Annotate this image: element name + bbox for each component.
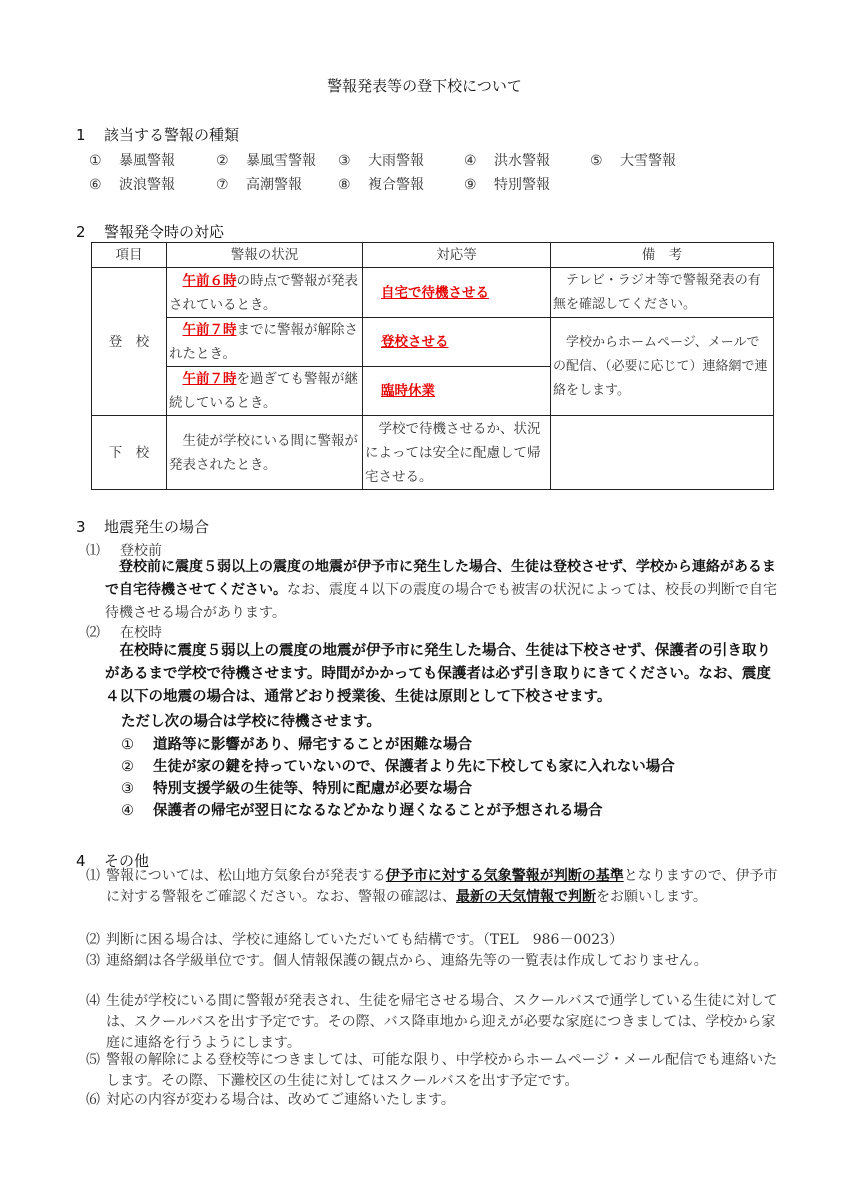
table-header-row (92, 243, 774, 268)
item-mark: ⑶ (86, 953, 100, 969)
section-3-heading (76, 516, 209, 537)
emphasis-text: 登校前に震度５弱以上の震度の地震が伊予市に発生した場合、生徒は登校させず、学校から連絡があるまで自宅待機させてください。 (105, 559, 776, 598)
section-title: 該当する警報の種類 (104, 126, 240, 144)
response-table (91, 242, 774, 490)
other-item (86, 930, 778, 951)
response-emphasis: 臨時休業 (381, 383, 435, 399)
warning-type-item: ⑥ 波浪警報 (89, 177, 175, 193)
list-item: ② 生徒が家の鍵を持っていないので、保護者より先に下校しても家に入れない場合 (121, 759, 675, 775)
response-emphasis: 登校させる (381, 334, 449, 350)
table-row (92, 416, 774, 490)
other-item (86, 1050, 778, 1092)
time-emphasis: 午前７時 (182, 322, 237, 338)
column-header: 備 考 (551, 243, 774, 268)
item-mark: ⑸ (86, 1052, 100, 1068)
underlined-emphasis: 最新の天気情報で判断 (456, 889, 596, 905)
response-cell: 学校で待機させるか、状況によっては安全に配慮して帰宅させる。 (363, 416, 551, 490)
underlined-emphasis: 伊予市に対する気象警報が判断の基準 (385, 868, 624, 884)
warning-type-item: ② 暴風雪警報 (216, 153, 316, 169)
subsection-mark: ⑴ (86, 543, 100, 559)
subsection-title: 在校時 (120, 625, 162, 641)
item-text: 連絡網は各学級単位です。個人情報保護の観点から、連絡先等の一覧表は作成しておりません。 (106, 953, 708, 969)
situation-cell (167, 367, 363, 416)
situation-text: を過ぎても警報が継続しているとき。 (169, 371, 358, 411)
column-header: 対応等 (363, 243, 551, 268)
exception-lead: ただし次の場合は学校に待機させます。 (121, 714, 381, 730)
other-item (86, 1090, 778, 1111)
warning-type-item: ⑦ 高潮警報 (216, 177, 302, 193)
page-title: 警報発表等の登下校について (327, 77, 522, 95)
situation-text: までに警報が解除されたとき。 (169, 322, 358, 362)
response-cell (363, 367, 551, 416)
item-text: 警報の解除による登校等につきましては、可能な限り、中学校からホームページ・メール配信でも連絡いたします。その際、下灘校区の生徒に対してはスクールバスを出す予定です。 (106, 1052, 778, 1089)
exception-list (121, 734, 675, 822)
item-text: 生徒が学校にいる間に警報が発表され、生徒を帰宅させる場合、スクールバスで通学している生徒に対しては、スクールバスを出す予定です。その際、バス降車地から迎えが必要な家庭につきましては、学校から家庭に連絡を行うようにします。 (106, 993, 778, 1051)
response-cell (363, 318, 551, 367)
situation-cell: 生徒が学校にいる間に警報が発表されたとき。 (167, 416, 363, 490)
other-item (86, 991, 778, 1054)
time-emphasis: 午前６時 (182, 272, 237, 289)
situation-cell (167, 318, 363, 367)
section-title: 警報発令時の対応 (104, 223, 225, 241)
before-school-paragraph (105, 556, 777, 625)
item-mark: ⑷ (86, 993, 100, 1009)
subsection-title: 登校前 (120, 543, 162, 559)
section-number: 4 (76, 852, 86, 870)
item-text: 対応の内容が変わる場合は、改めてご連絡いたします。 (106, 1092, 455, 1108)
other-item (86, 951, 778, 972)
table-row (92, 318, 774, 367)
warning-type-item: ⑧ 複合警報 (338, 177, 424, 193)
situation-cell (167, 268, 363, 318)
category-cell: 登 校 (92, 268, 167, 416)
subsection-heading (86, 622, 162, 642)
situation-text: の時点で警報が発表されているとき。 (169, 272, 358, 313)
warning-type-item: ④ 洪水警報 (464, 153, 550, 169)
section-title: その他 (104, 852, 150, 870)
category-cell: 下 校 (92, 416, 167, 490)
section-number: 3 (76, 518, 86, 536)
time-emphasis: 午前７時 (182, 371, 237, 387)
at-school-paragraph: 在校時に震度５弱以上の震度の地震が伊予市に発生した場合、生徒は下校させず、保護者の引き取りがあるまで学校で待機させます。時間がかかっても保護者は必ず引き取りにきてください。なお、震度４以下の地震の場合は、通常どおり授業後、生徒は原則として下校させます。 (105, 643, 771, 705)
section-title: 地震発生の場合 (104, 518, 210, 536)
warning-type-item: ⑨ 特別警報 (464, 177, 550, 193)
item-mark: ⑵ (86, 932, 100, 948)
body-text: なお、震度４以下の震度の場合でも被害の状況によっては、校長の判断で自宅待機させる場合があります。 (105, 582, 777, 621)
section-2-heading (76, 221, 224, 242)
warning-type-item: ① 暴風警報 (89, 153, 175, 169)
list-item: ④ 保護者の帰宅が翌日になるなどかなり遅くなることが予想される場合 (121, 803, 603, 819)
list-item: ① 道路等に影響があり、帰宅することが困難な場合 (121, 737, 472, 753)
note-cell: テレビ・ラジオ等で警報発表の有無を確認してください。 (551, 268, 774, 318)
item-mark: ⑹ (86, 1092, 100, 1108)
warning-type-item: ⑤ 大雪警報 (590, 153, 676, 169)
section-number: 1 (76, 126, 86, 144)
item-text: 判断に困る場合は、学校に連絡していただいても結構です。（TEL 986－0023） (106, 932, 624, 948)
table-row (92, 268, 774, 318)
section-number: 2 (76, 223, 86, 241)
item-mark: ⑴ (86, 868, 100, 884)
note-cell: 学校からホームページ、メールでの配信、（必要に応じて）連絡網で連絡をします。 (551, 318, 774, 416)
section-1-heading (76, 124, 239, 145)
list-item: ③ 特別支援学級の生徒等、特別に配慮が必要な場合 (121, 781, 472, 797)
response-cell (363, 268, 551, 318)
other-item (86, 866, 778, 908)
item-text: 警報については、松山地方気象台が発表する伊予市に対する気象警報が判断の基準となりますので、伊予市に対する警報をご確認ください。なお、警報の確認は、最新の天気情報で判断をお願いします。 (106, 868, 778, 905)
subsection-mark: ⑵ (86, 625, 100, 641)
response-emphasis: 自宅で待機させる (381, 284, 489, 301)
warning-type-item: ③ 大雨警報 (338, 153, 424, 169)
column-header: 警報の状況 (167, 243, 363, 268)
note-cell (551, 416, 774, 490)
column-header: 項目 (92, 243, 167, 268)
